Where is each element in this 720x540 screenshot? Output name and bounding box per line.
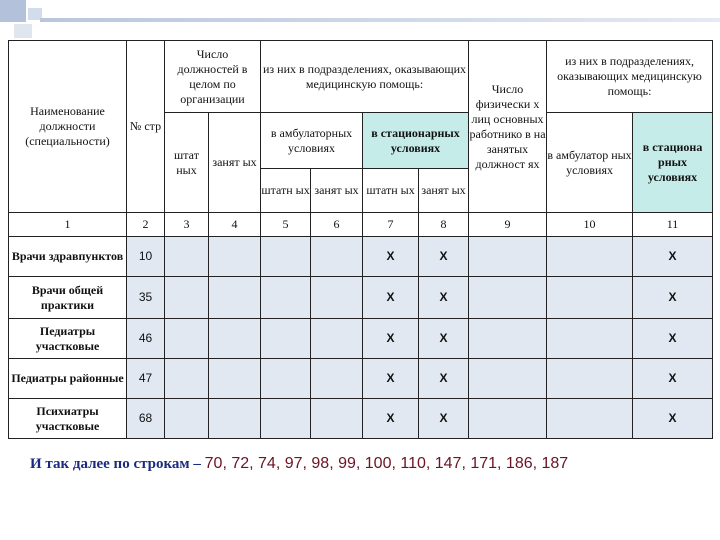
column-number: 9	[469, 213, 547, 237]
data-cell[interactable]	[261, 237, 311, 277]
table-row	[9, 319, 713, 359]
row-code: 47	[127, 359, 165, 399]
decor-square	[0, 0, 26, 22]
footer-text: И так далее по строкам –	[30, 456, 205, 472]
column-number: 6	[311, 213, 363, 237]
x-mark: X	[363, 237, 419, 277]
data-cell[interactable]	[209, 359, 261, 399]
slide-decoration	[0, 0, 720, 40]
column-number: 8	[419, 213, 469, 237]
data-cell[interactable]	[165, 399, 209, 439]
data-cell[interactable]	[209, 277, 261, 319]
x-mark: X	[633, 359, 713, 399]
x-mark: X	[633, 277, 713, 319]
header-pp-ambulatory: в амбулатор ных условиях	[547, 113, 633, 213]
data-cell[interactable]	[547, 399, 633, 439]
data-cell[interactable]	[547, 237, 633, 277]
header-amb-staff: штатн ых	[261, 169, 311, 213]
header-total-occupied: занят ых	[209, 113, 261, 213]
data-cell[interactable]	[469, 237, 547, 277]
row-name: Педиатры участковые	[9, 319, 127, 359]
data-cell[interactable]	[469, 359, 547, 399]
header-pp-stationary: в стациона рных условиях	[633, 113, 713, 213]
row-code: 68	[127, 399, 165, 439]
header-total-staff: штат ных	[165, 113, 209, 213]
data-cell[interactable]	[469, 399, 547, 439]
x-mark: X	[419, 237, 469, 277]
x-mark: X	[363, 359, 419, 399]
decor-square	[14, 24, 32, 38]
header-ambulatory: в амбулаторных условиях	[261, 113, 363, 169]
data-cell[interactable]	[209, 319, 261, 359]
x-mark: X	[363, 399, 419, 439]
header-amb-occupied: занят ых	[311, 169, 363, 213]
data-cell[interactable]	[547, 359, 633, 399]
data-cell[interactable]	[311, 237, 363, 277]
x-mark: X	[363, 277, 419, 319]
staffing-table	[8, 40, 713, 439]
data-cell[interactable]	[261, 319, 311, 359]
header-stationary: в стационарных условиях	[363, 113, 469, 169]
data-cell[interactable]	[209, 237, 261, 277]
data-cell[interactable]	[261, 399, 311, 439]
data-cell[interactable]	[165, 359, 209, 399]
row-code: 35	[127, 277, 165, 319]
header-stat-staff: штатн ых	[363, 169, 419, 213]
data-cell[interactable]	[261, 277, 311, 319]
column-number: 7	[363, 213, 419, 237]
data-cell[interactable]	[311, 319, 363, 359]
decor-line	[40, 18, 720, 22]
table-row	[9, 399, 713, 439]
data-cell[interactable]	[547, 319, 633, 359]
column-number: 2	[127, 213, 165, 237]
row-code: 46	[127, 319, 165, 359]
row-name: Педиатры районные	[9, 359, 127, 399]
data-cell[interactable]	[165, 237, 209, 277]
data-cell[interactable]	[311, 359, 363, 399]
column-numbers-row	[9, 213, 713, 237]
x-mark: X	[419, 359, 469, 399]
column-number: 10	[547, 213, 633, 237]
data-cell[interactable]	[311, 399, 363, 439]
data-cell[interactable]	[469, 319, 547, 359]
column-number: 3	[165, 213, 209, 237]
footer-note	[30, 455, 568, 473]
x-mark: X	[419, 399, 469, 439]
column-number: 1	[9, 213, 127, 237]
table-row	[9, 277, 713, 319]
x-mark: X	[419, 319, 469, 359]
table-row	[9, 237, 713, 277]
data-cell[interactable]	[469, 277, 547, 319]
x-mark: X	[633, 237, 713, 277]
header-med-units: из них в подразделениях, оказывающих медицинскую помощь:	[261, 41, 469, 113]
row-name: Врачи здравпунктов	[9, 237, 127, 277]
x-mark: X	[363, 319, 419, 359]
data-cell[interactable]	[547, 277, 633, 319]
header-physical-persons: Число физически х лиц основных работнико в на занятых должност ях	[469, 41, 547, 213]
table-row	[9, 359, 713, 399]
x-mark: X	[633, 399, 713, 439]
data-cell[interactable]	[209, 399, 261, 439]
column-number: 11	[633, 213, 713, 237]
footer-row-numbers: 70, 72, 74, 97, 98, 99, 100, 110, 147, 171, 186, 187	[204, 455, 569, 472]
data-cell[interactable]	[261, 359, 311, 399]
header-total-positions: Число должностей в целом по организации	[165, 41, 261, 113]
row-code: 10	[127, 237, 165, 277]
data-cell[interactable]	[165, 319, 209, 359]
header-name: Наименование должности (специальности)	[9, 41, 127, 213]
x-mark: X	[633, 319, 713, 359]
x-mark: X	[419, 277, 469, 319]
header-pp-med-units: из них в подразделениях, оказывающих медицинскую помощь:	[547, 41, 713, 113]
row-name: Врачи общей практики	[9, 277, 127, 319]
data-cell[interactable]	[311, 277, 363, 319]
header-row-no: № стр	[127, 41, 165, 213]
row-name: Психиатры участковые	[9, 399, 127, 439]
header-stat-occupied: занят ых	[419, 169, 469, 213]
column-number: 4	[209, 213, 261, 237]
data-cell[interactable]	[165, 277, 209, 319]
column-number: 5	[261, 213, 311, 237]
